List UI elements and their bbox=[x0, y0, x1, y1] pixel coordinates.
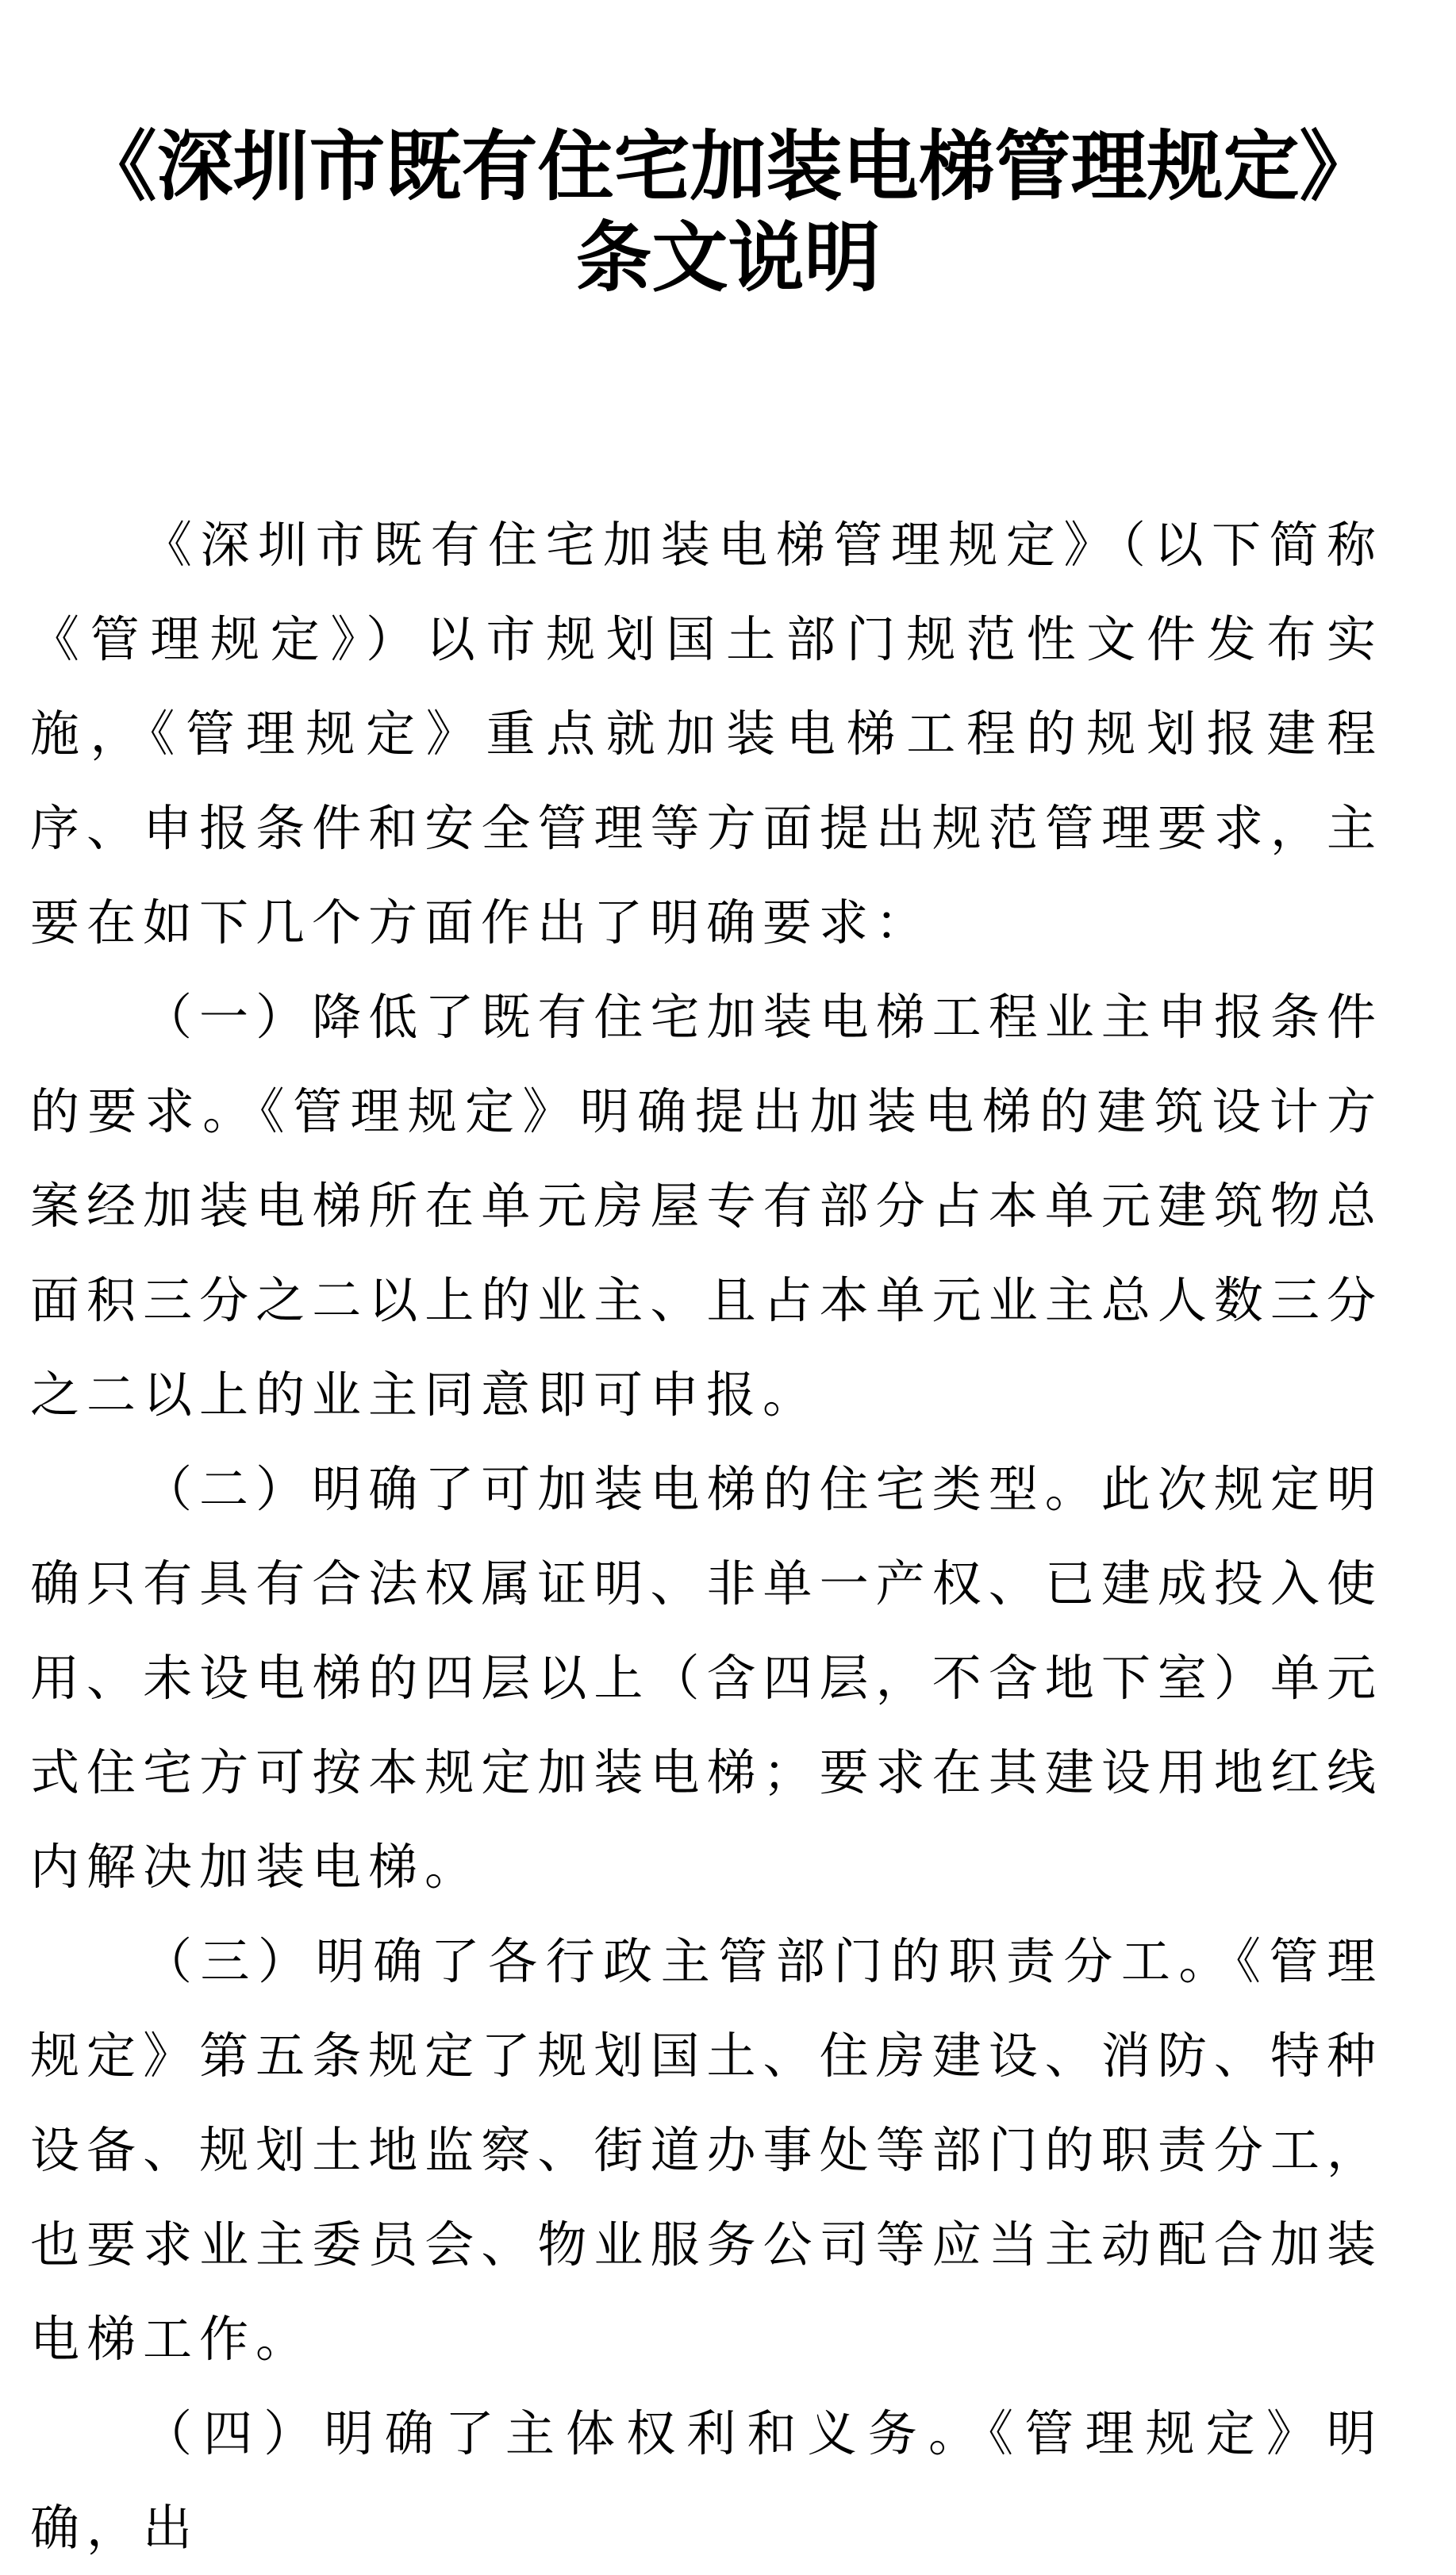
paragraph-item-3: （三）明确了各行政主管部门的职责分工。《管理规定》第五条规定了规划国土、住房建设、消防、特种设备、规划土地监察、街道办事处等部门的职责分工，也要求业主委员会、物业服务公司等应当主动配合加装电梯工作。 bbox=[30, 1932, 1383, 2368]
document-body bbox=[30, 498, 1383, 2575]
paragraph-intro: 《深圳市既有住宅加装电梯管理规定》（以下简称《管理规定》）以市规划国土部门规范性文件发布实施，《管理规定》重点就加装电梯工程的规划报建程序、申报条件和安全管理等方面提出规范管理要求，主要在如下几个方面作出了明确要求： bbox=[30, 516, 1383, 951]
paragraph-item-1: （一）降低了既有住宅加装电梯工程业主申报条件的要求。《管理规定》明确提出加装电梯的建筑设计方案经加装电梯所在单元房屋专有部分占本单元建筑物总面积三分之二以上的业主、且占本单元业主总人数三分之二以上的业主同意即可申报。 bbox=[30, 988, 1383, 1424]
document-title: 《深圳市既有住宅加装电梯管理规定》 bbox=[80, 122, 1376, 211]
paragraph-item-4: （四）明确了主体权利和义务。《管理规定》明确，出 bbox=[30, 2404, 1383, 2557]
document-subtitle: 条文说明 bbox=[575, 213, 881, 302]
paragraph-item-2: （二）明确了可加装电梯的住宅类型。此次规定明确只有具有合法权属证明、非单一产权、已建成投入使用、未设电梯的四层以上（含四层，不含地下室）单元式住宅方可按本规定加装电梯；要求在其建设用地红线内解决加装电梯。 bbox=[30, 1460, 1383, 1896]
